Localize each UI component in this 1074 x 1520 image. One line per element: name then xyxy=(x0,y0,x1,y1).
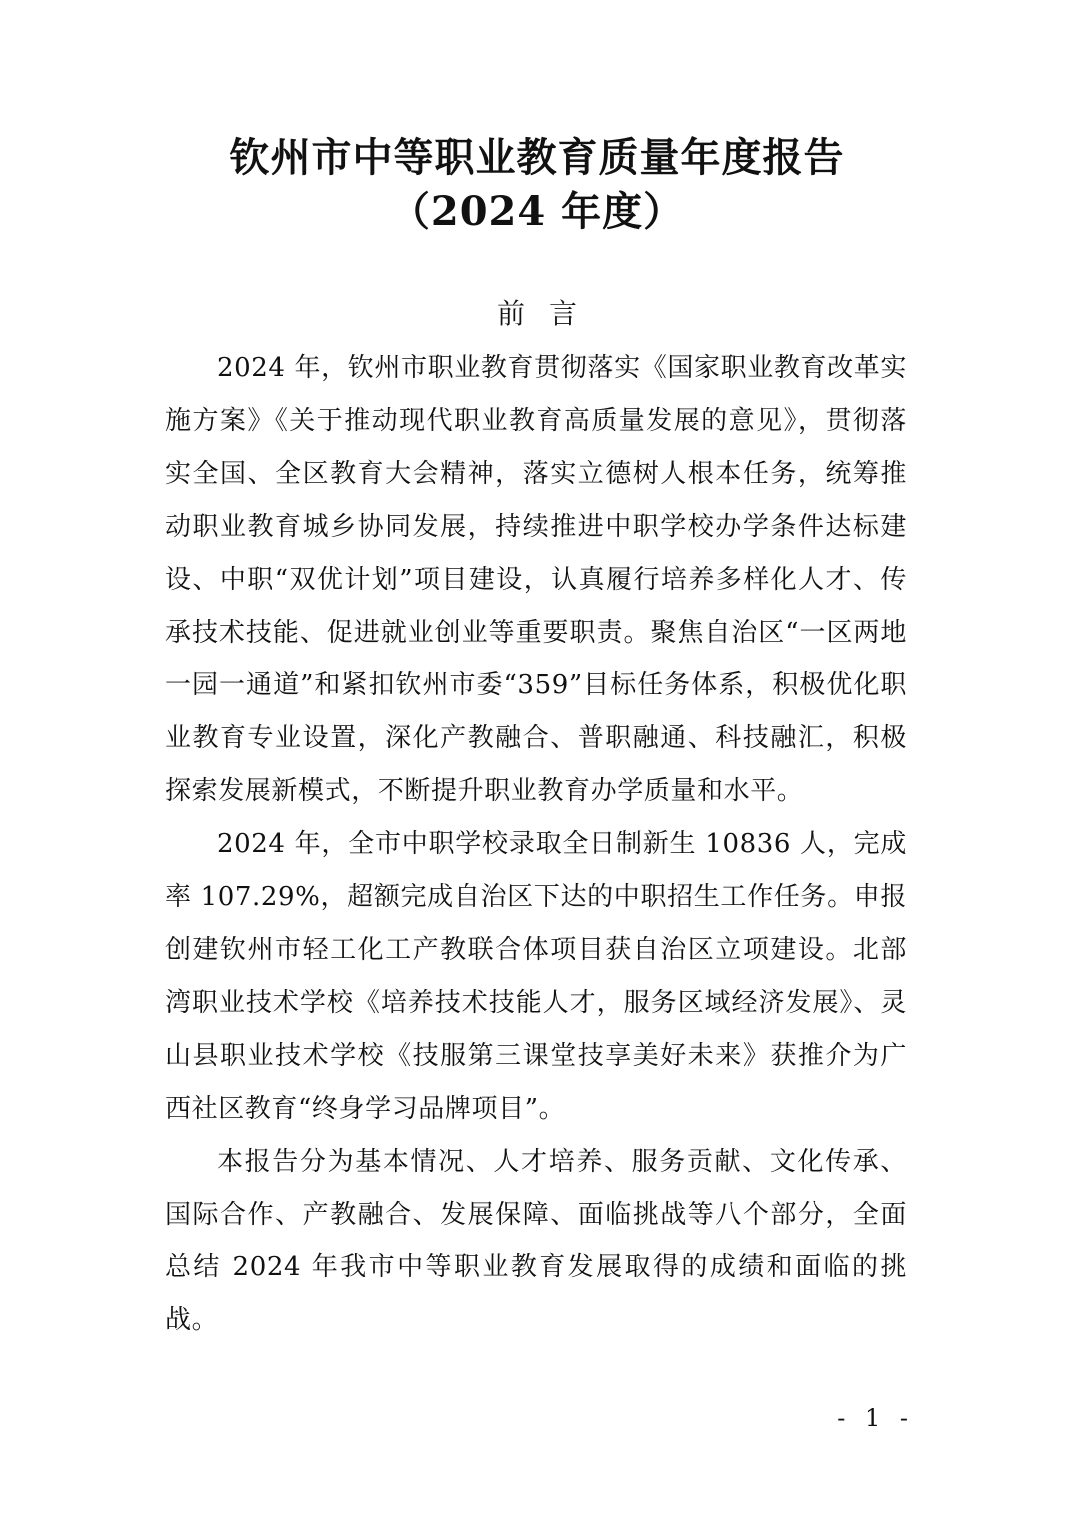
paragraph: 2024 年，钦州市职业教育贯彻落实《国家职业教育改革实施方案》《关于推动现代职业教育高质量发展的意见》，贯彻落实全国、全区教育大会精神，落实立德树人根本任务，统筹推动职业教育城乡协同发展，持续推进中职学校办学条件达标建设、中职“双优计划”项目建设，认真履行培养多样化人才、传承技术技能、促进就业创业等重要职责。聚焦自治区“一区两地一园一通道”和紧扣钦州市委“359”目标任务体系，积极优化职业教育专业设置，深化产教融合、普职融通、科技融汇，积极探索发展新模式，不断提升职业教育办学质量和水平。 xyxy=(165,353,907,807)
page-number: - 1 - xyxy=(837,1404,914,1432)
report-title: 钦州市中等职业教育质量年度报告 xyxy=(229,134,845,181)
report-year-subtitle: （2024 年度） xyxy=(389,188,685,235)
section-heading-preface: 前言 xyxy=(496,297,601,330)
paragraph: 2024 年，全市中职学校录取全日制新生 10836 人，完成率 107.29%，超额完成自治区下达的中职招生工作任务。申报创建钦州市轻工化工产教联合体项目获自治区立项建设。北部湾职业技术学校《培养技术技能人才，服务区域经济发展》、灵山县职业技术学校《技服第三课堂技享美好未来》获推介为广西社区教育“终身学习品牌项目”。 xyxy=(165,829,907,1124)
paragraph: 本报告分为基本情况、人才培养、服务贡献、文化传承、国际合作、产教融合、发展保障、面临挑战等八个部分，全面总结 2024 年我市中等职业教育发展取得的成绩和面临的挑战。 xyxy=(165,1146,907,1336)
preface-body xyxy=(165,342,907,1347)
